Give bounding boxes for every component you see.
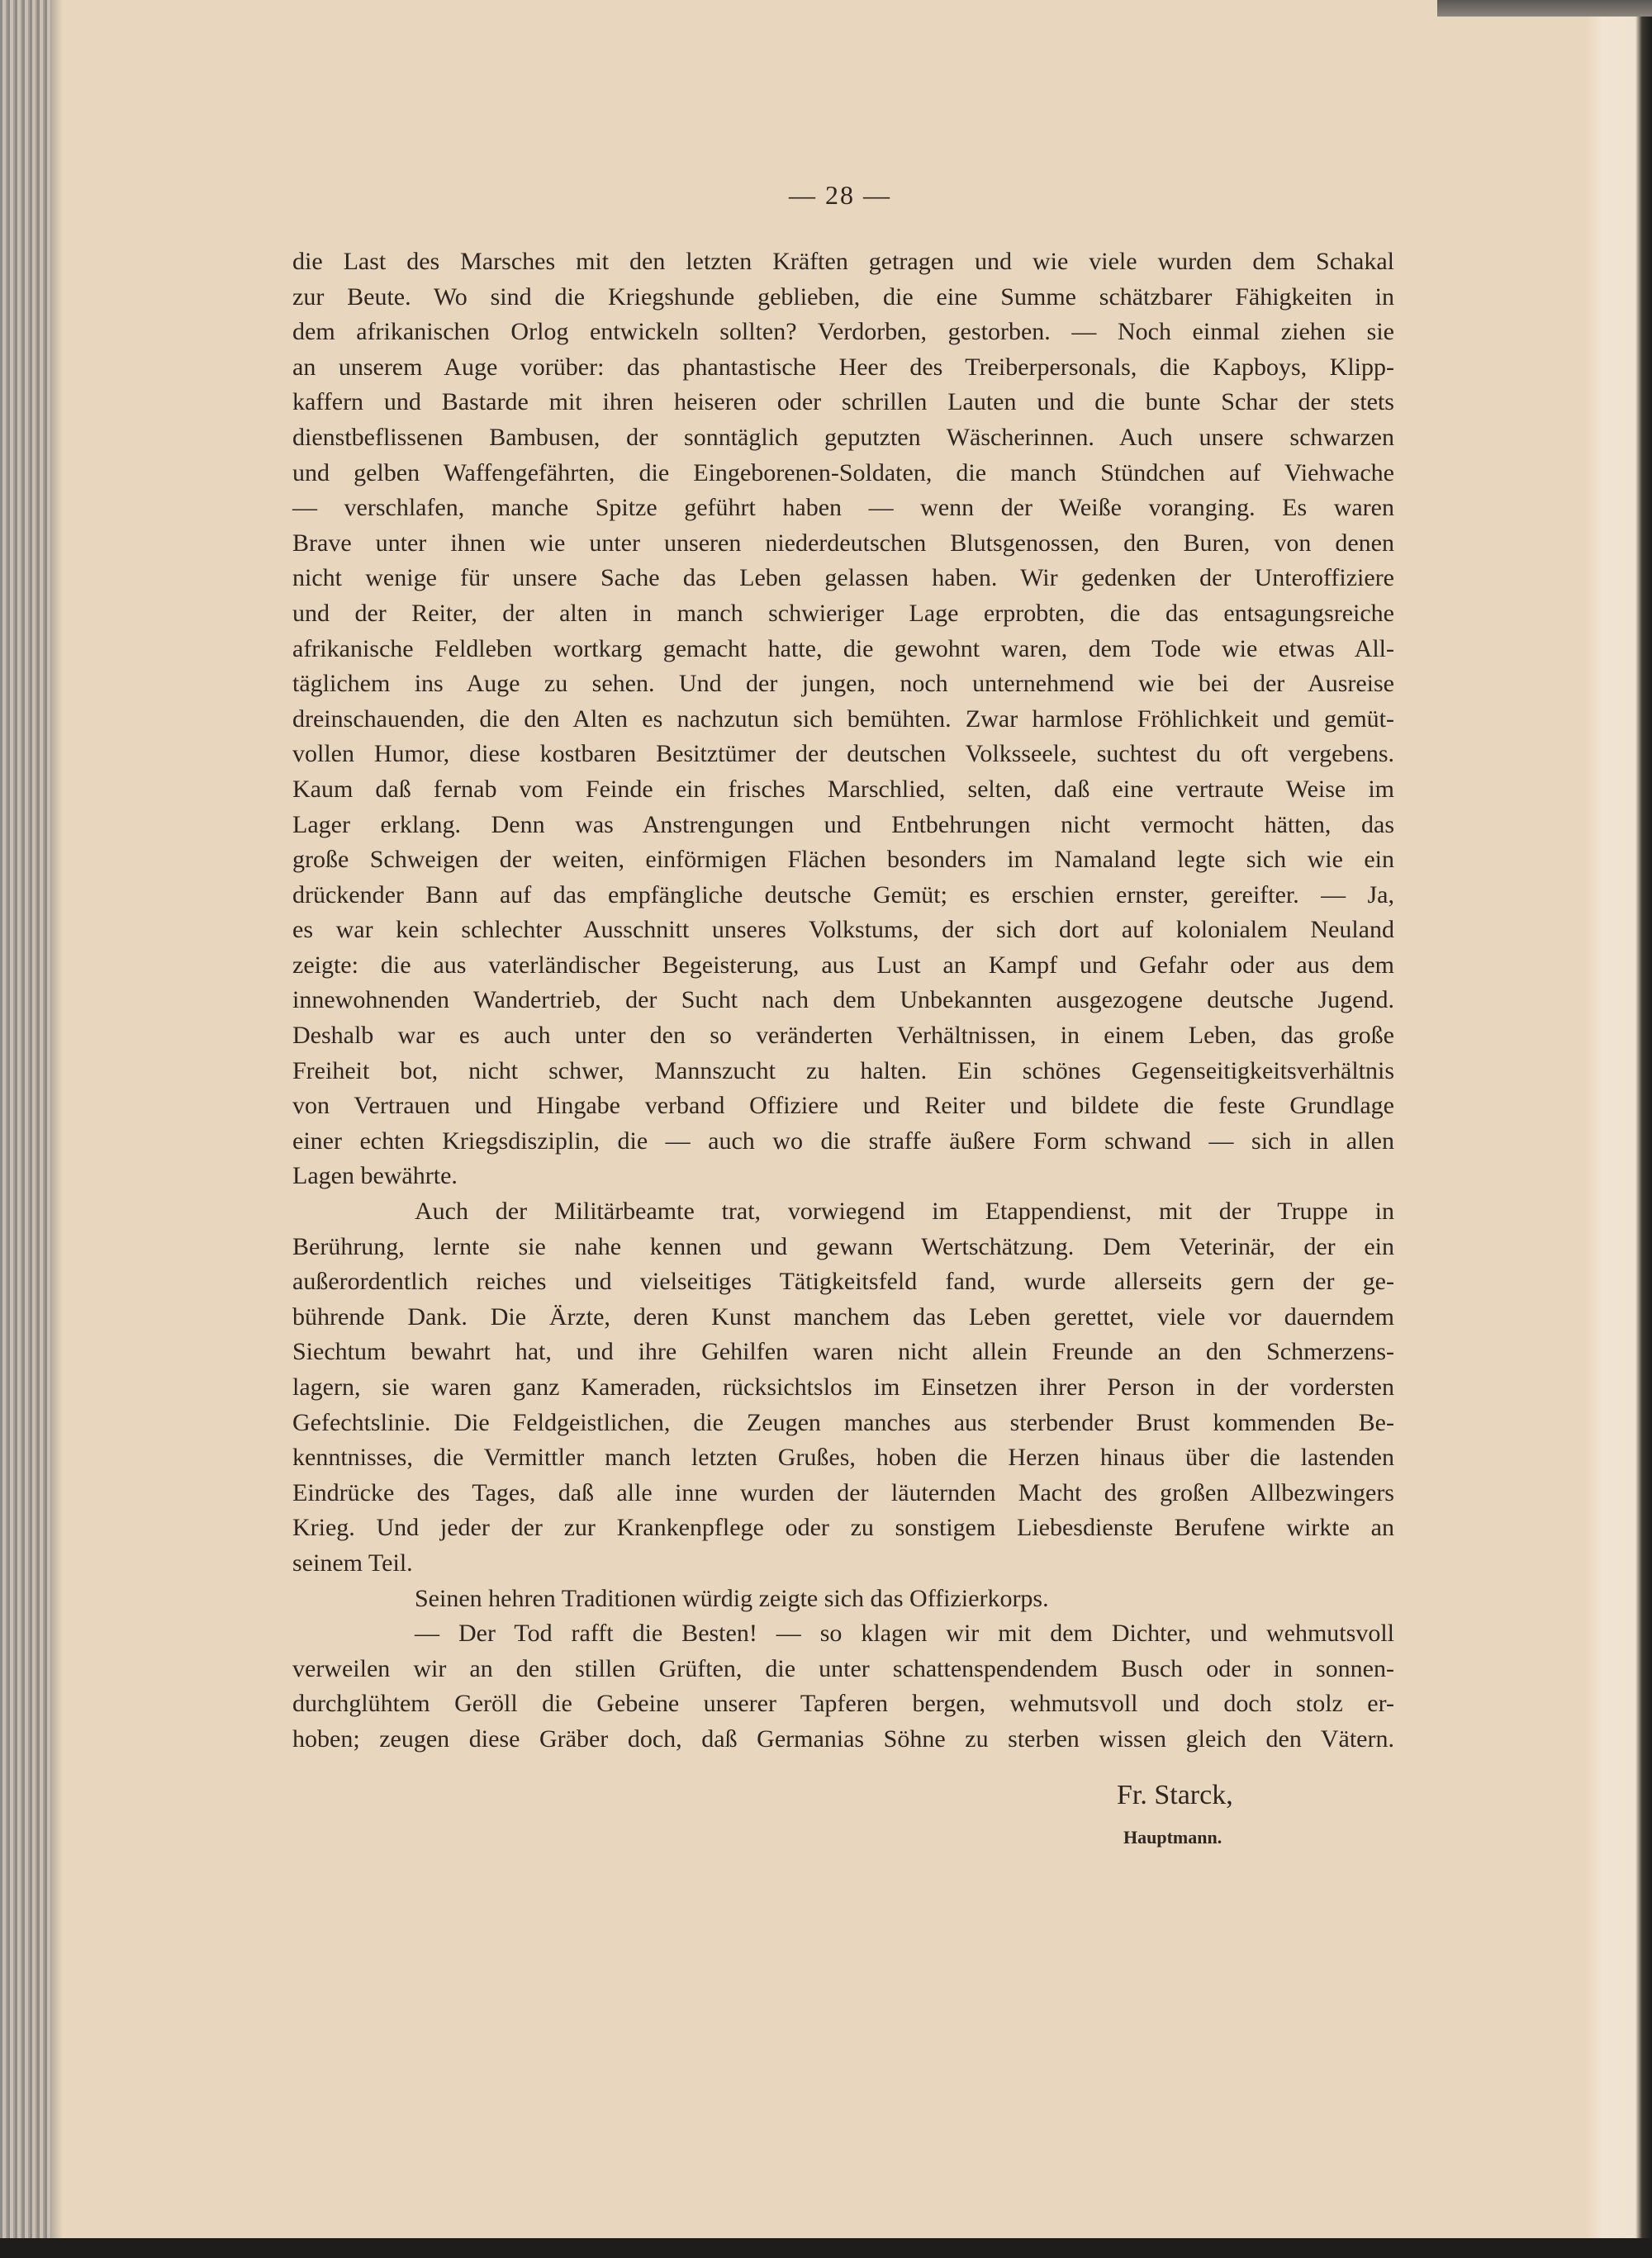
scan-background-corner <box>1437 0 1652 17</box>
text-line: täglichem ins Auge zu sehen. Und der jungen, noch unternehmend wie bei der Ausreise <box>292 670 1394 698</box>
text-line: die Last des Marsches mit den letzten Kräften getragen und wie viele wurden dem Schakal <box>292 248 1394 275</box>
text-line: dienstbeflissenen Bambusen, der sonntäglich geputzten Wäscherinnen. Auch unsere schwarzen <box>292 423 1394 451</box>
text-line: durchglühtem Geröll die Gebeine unserer Tapferen bergen, wehmutsvoll und doch stolz er- <box>292 1690 1394 1718</box>
text-line: seinem Teil. <box>292 1549 413 1577</box>
text-line: Auch der Militärbeamte trat, vorwiegend im Etappendienst, mit der Truppe in <box>415 1198 1394 1226</box>
signature-name: Fr. Starck, <box>1117 1780 1233 1810</box>
text-line: lagern, sie waren ganz Kameraden, rücksichtslos im Einsetzen ihrer Person in der vordersten <box>292 1373 1394 1401</box>
text-line: nicht wenige für unsere Sache das Leben gelassen haben. Wir gedenken der Unteroffiziere <box>292 564 1394 592</box>
text-line: von Vertrauen und Hingabe verband Offiziere und Reiter und bildete die feste Grundlage <box>292 1092 1394 1120</box>
text-line: und gelben Waffengefährten, die Eingeborenen-Soldaten, die manch Stündchen auf Viehwache <box>292 458 1394 486</box>
text-line: dreinschauenden, die den Alten es nachzutun sich bemühten. Zwar harmlose Fröhlichkeit und gemüt- <box>292 704 1394 733</box>
text-line: — verschlafen, manche Spitze geführt haben — wenn der Weiße voranging. Es waren <box>292 494 1394 522</box>
text-line: verweilen wir an den stillen Grüften, die unter schattenspendendem Busch oder in sonnen- <box>292 1654 1394 1682</box>
page-number: — 28 — <box>789 180 891 210</box>
text-line: Deshalb war es auch unter den so veränderten Verhältnissen, in einem Leben, das große <box>292 1022 1394 1050</box>
text-line: große Schweigen der weiten, einförmigen Flächen besonders im Namaland legte sich wie ein <box>292 846 1394 874</box>
text-line: zur Beute. Wo sind die Kriegshunde geblieben, die eine Summe schätzbarer Fähigkeiten in <box>292 282 1394 311</box>
text-line: kaffern und Bastarde mit ihren heiseren oder schrillen Lauten und die bunte Schar der stets <box>292 388 1394 416</box>
body-text <box>292 244 1394 1758</box>
text-line: kenntnisses, die Vermittler manch letzten Grußes, hoben die Herzen hinaus über die lastenden <box>292 1444 1394 1472</box>
text-line: innewohnenden Wandertrieb, der Sucht nach dem Unbekannten ausgezogene deutsche Jugend. <box>292 986 1394 1014</box>
text-line: bührende Dank. Die Ärzte, deren Kunst manchem das Leben gerettet, viele vor dauerndem <box>292 1302 1394 1331</box>
text-line: Brave unter ihnen wie unter unseren niederdeutschen Blutsgenossen, den Buren, von denen <box>292 529 1394 557</box>
text-line: und der Reiter, der alten in manch schwieriger Lage erprobten, die das entsagungsreiche <box>292 599 1394 627</box>
text-line: Krieg. Und jeder der zur Krankenpflege oder zu sonstigem Liebesdienste Berufene wirkte an <box>292 1514 1394 1542</box>
text-line: an unserem Auge vorüber: das phantastische Heer des Treiberpersonals, die Kapboys, Klipp- <box>292 353 1394 381</box>
text-line: — Der Tod rafft die Besten! — so klagen wir mit dem Dichter, und wehmutsvoll <box>415 1620 1394 1648</box>
text-line: Gefechtslinie. Die Feldgeistlichen, die Zeugen manches aus sterbender Brust kommenden Be- <box>292 1408 1394 1436</box>
text-line: Kaum daß fernab vom Feinde ein frisches Marschlied, selten, daß eine vertraute Weise im <box>292 775 1394 803</box>
text-line: Lager erklang. Denn was Anstrengungen und Entbehrungen nicht vermocht hätten, das <box>292 810 1394 838</box>
scan-background-bottom <box>0 2238 1652 2258</box>
page-right-edge <box>1586 0 1652 2258</box>
text-line: zeigte: die aus vaterländischer Begeisterung, aus Lust an Kampf und Gefahr oder aus dem <box>292 951 1394 979</box>
text-line: dem afrikanischen Orlog entwickeln sollten? Verdorben, gestorben. — Noch einmal ziehen sie <box>292 318 1394 346</box>
signature-rank: Hauptmann. <box>1123 1827 1222 1848</box>
text-line: es war kein schlechter Ausschnitt unseres Volkstums, der sich dort auf kolonialem Neuland <box>292 916 1394 944</box>
text-line: Siechtum bewahrt hat, und ihre Gehilfen waren nicht allein Freunde an den Schmerzens- <box>292 1338 1394 1366</box>
text-line: drückender Bann auf das empfängliche deutsche Gemüt; es erschien ernster, gereifter. — Ja, <box>292 880 1394 908</box>
text-line: Berührung, lernte sie nahe kennen und gewann Wertschätzung. Dem Veterinär, der ein <box>292 1232 1394 1260</box>
text-line: Freiheit bot, nicht schwer, Mannszucht zu halten. Ein schönes Gegenseitigkeitsverhältnis <box>292 1056 1394 1084</box>
text-line: hoben; zeugen diese Gräber doch, daß Germanias Söhne zu sterben wissen gleich den Vätern. <box>292 1724 1394 1753</box>
book-page-edges <box>0 0 51 2258</box>
text-line: Seinen hehren Traditionen würdig zeigte sich das Offizierkorps. <box>415 1584 1049 1612</box>
text-line: einer echten Kriegsdisziplin, die — auch wo die straffe äußere Form schwand — sich in allen <box>292 1127 1394 1155</box>
text-line: vollen Humor, diese kostbaren Besitztümer der deutschen Volksseele, suchtest du oft vergebens. <box>292 740 1394 768</box>
text-line: außerordentlich reiches und vielseitiges Tätigkeitsfeld fand, wurde allerseits gern der ge- <box>292 1268 1394 1296</box>
text-line: Eindrücke des Tages, daß alle inne wurden der läuternden Macht des großen Allbezwingers <box>292 1478 1394 1506</box>
text-line: afrikanische Feldleben wortkarg gemacht hatte, die gewohnt waren, dem Tode wie etwas All- <box>292 634 1394 662</box>
text-line: Lagen bewährte. <box>292 1162 458 1190</box>
